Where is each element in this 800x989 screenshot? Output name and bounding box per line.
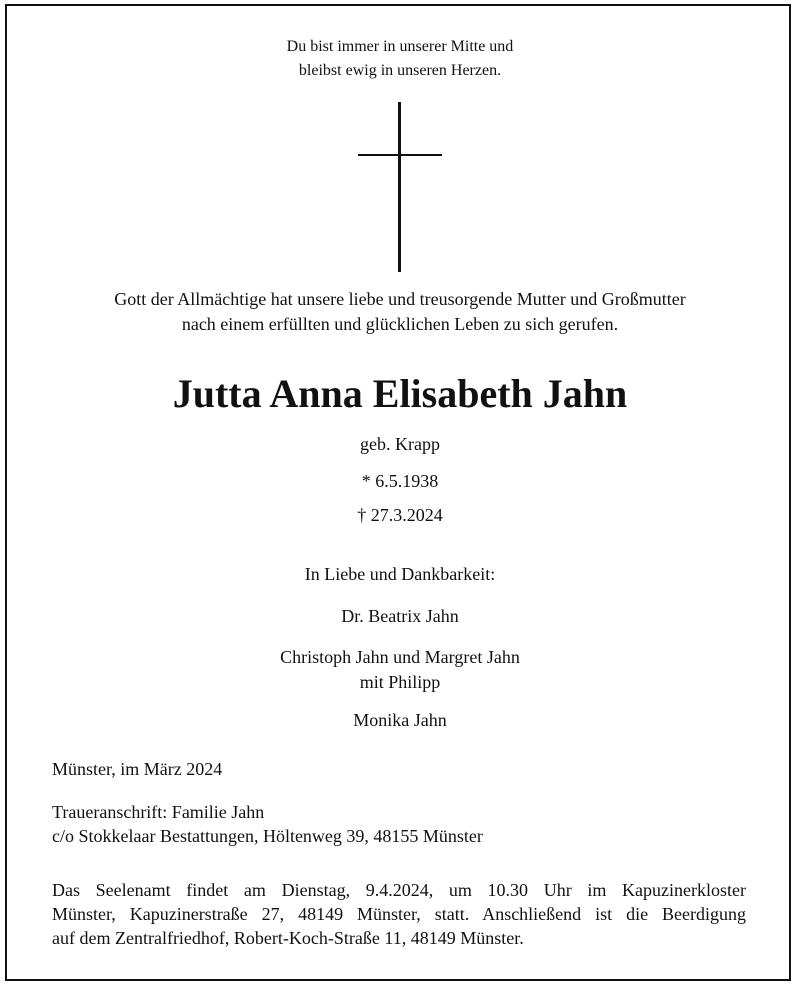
service-line-2: Münster, Kapuzinerstraße 27, 48149 Münster, statt. Anschließend ist die Beerdigung [52, 904, 746, 924]
intro-line-2: nach einem erfüllten und glücklichen Leben zu sich gerufen. [181, 314, 619, 334]
cross-icon [358, 102, 442, 272]
verse-line-2: bleibst ewig in unseren Herzen. [298, 62, 502, 79]
mourner-2: Christoph Jahn und Margret Jahn [280, 647, 520, 667]
verse-line-1: Du bist immer in unserer Mitte und [286, 38, 514, 55]
service-line-3: auf dem Zentralfriedhof, Robert-Koch-Straße 11, 48149 Münster. [52, 928, 524, 948]
mourner-2-child: mit Philipp [359, 672, 441, 692]
deceased-name: Jutta Anna Elisabeth Jahn [172, 371, 628, 416]
place-date: Münster, im März 2024 [52, 759, 223, 779]
birth-date: * 6.5.1938 [361, 471, 439, 491]
mourner-1: Dr. Beatrix Jahn [341, 606, 459, 626]
intro-line-1: Gott der Allmächtige hat unsere liebe und treusorgende Mutter und Großmutter [114, 289, 686, 309]
death-date: † 27.3.2024 [357, 505, 443, 525]
mourner-3: Monika Jahn [353, 710, 447, 730]
mourners-heading: In Liebe und Dankbarkeit: [304, 564, 496, 584]
address-line-2: c/o Stokkelaar Bestattungen, Höltenweg 39, 48155 Münster [52, 826, 483, 846]
address-line-1: Traueranschrift: Familie Jahn [52, 802, 265, 822]
maiden-name: geb. Krapp [360, 434, 440, 454]
service-line-1: Das Seelenamt findet am Dienstag, 9.4.2024, um 10.30 Uhr im Kapuzinerkloster [52, 880, 746, 900]
